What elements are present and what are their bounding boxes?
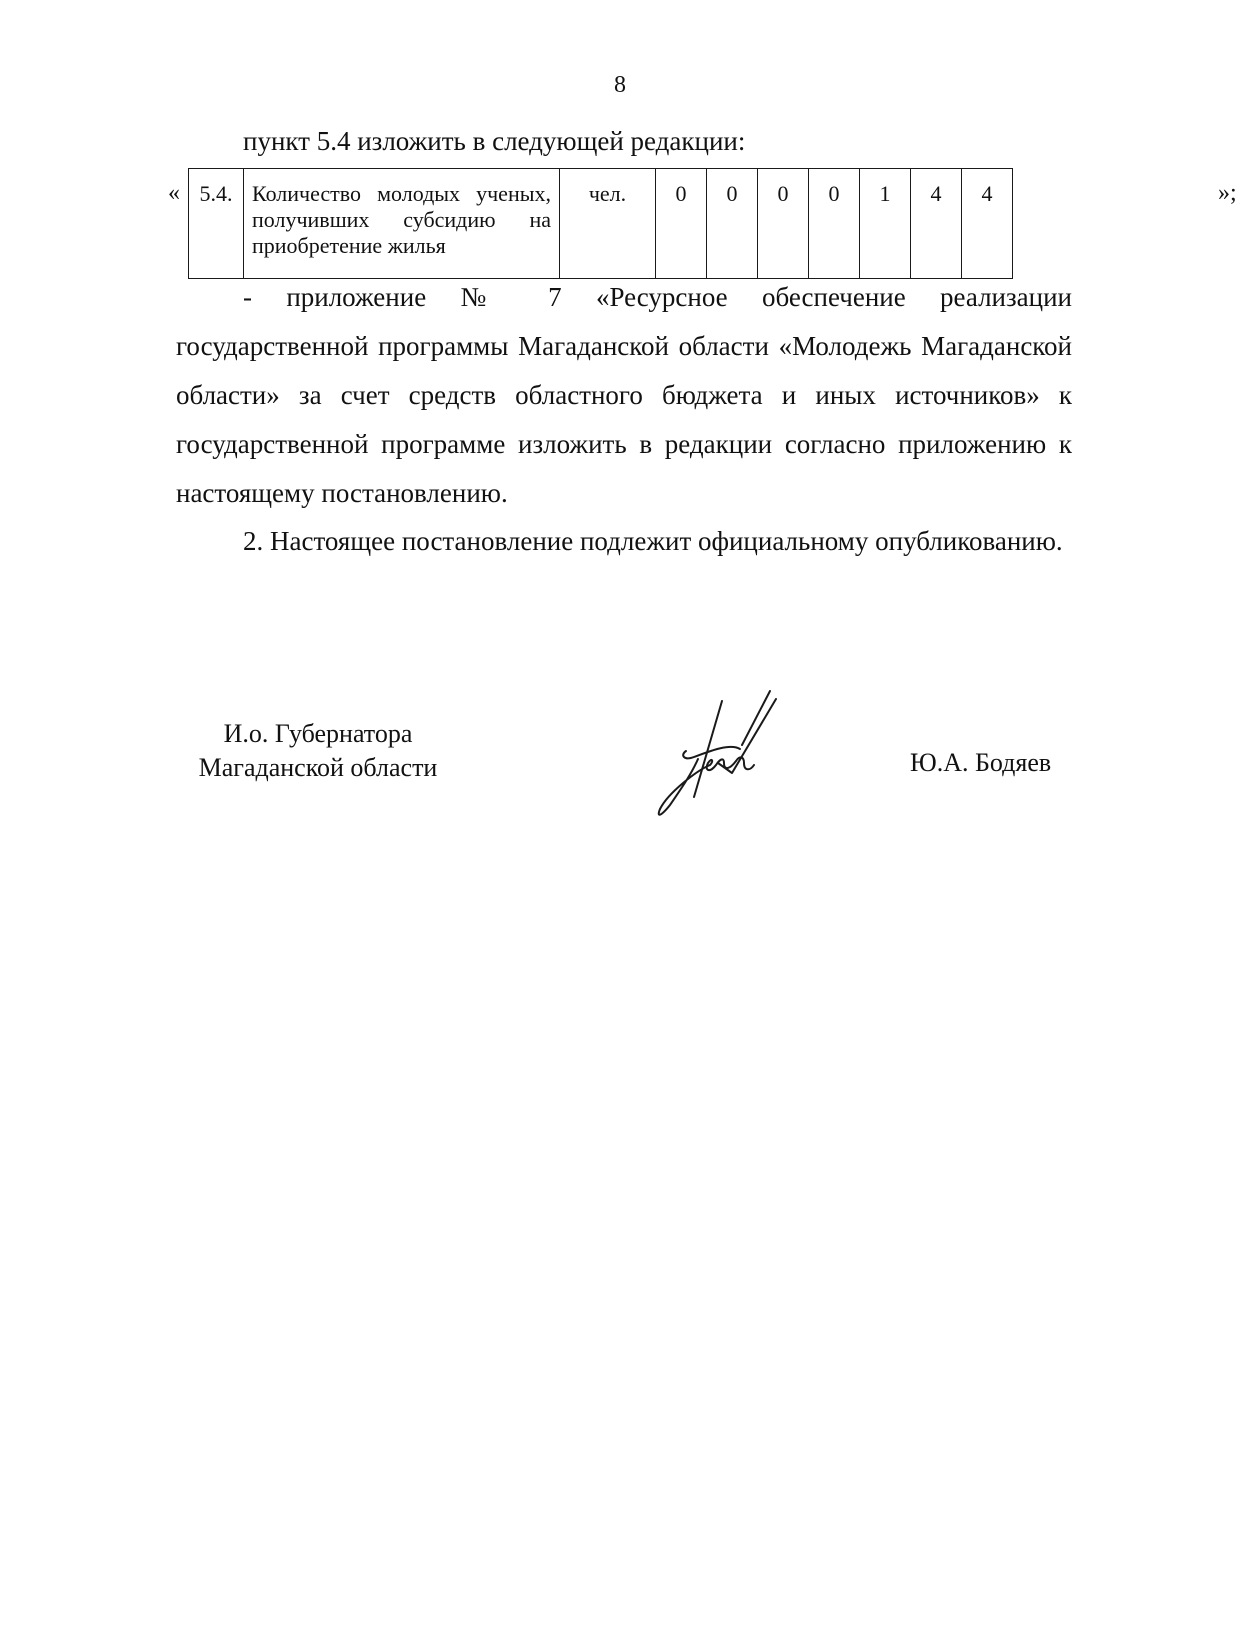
page-number: 8 — [614, 72, 626, 98]
row-value: 0 — [758, 169, 809, 279]
open-quote: « — [168, 180, 180, 206]
amendment-row — [168, 168, 1237, 279]
signatory-position — [178, 717, 458, 785]
appendix-paragraph-block — [176, 273, 1072, 518]
publication-paragraph-block — [176, 517, 1072, 566]
table-row — [189, 169, 1013, 279]
row-number: 5.4. — [189, 169, 244, 279]
appendix-paragraph: - приложение № 7 «Ресурсное обеспечение реализации государственной программы Магаданской области «Молодежь Магаданской области» за счет средств областного бюджета и иных источников» к государственной программе изложить в редакции согласно приложению к настоящему постановлению. — [176, 282, 1072, 508]
handwritten-signature-icon — [650, 685, 830, 825]
row-unit: чел. — [560, 169, 656, 279]
row-value: 1 — [860, 169, 911, 279]
position-line-2: Магаданской области — [198, 753, 438, 782]
row-description: Количество молодых ученых, получивших субсидию на приобретение жилья — [244, 169, 560, 279]
row-value: 0 — [707, 169, 758, 279]
row-value: 0 — [656, 169, 707, 279]
position-line-1: И.о. Губернатора — [223, 719, 413, 748]
signer-name: Ю.А. Бодяев — [910, 748, 1052, 777]
close-quote: »; — [1218, 180, 1237, 206]
row-value: 4 — [911, 169, 962, 279]
row-value: 4 — [962, 169, 1013, 279]
intro-line: пункт 5.4 изложить в следующей редакции: — [243, 126, 746, 156]
amendment-table — [188, 168, 1013, 279]
publication-paragraph: 2. Настоящее постановление подлежит официальному опубликованию. — [243, 526, 1063, 556]
row-value: 0 — [809, 169, 860, 279]
